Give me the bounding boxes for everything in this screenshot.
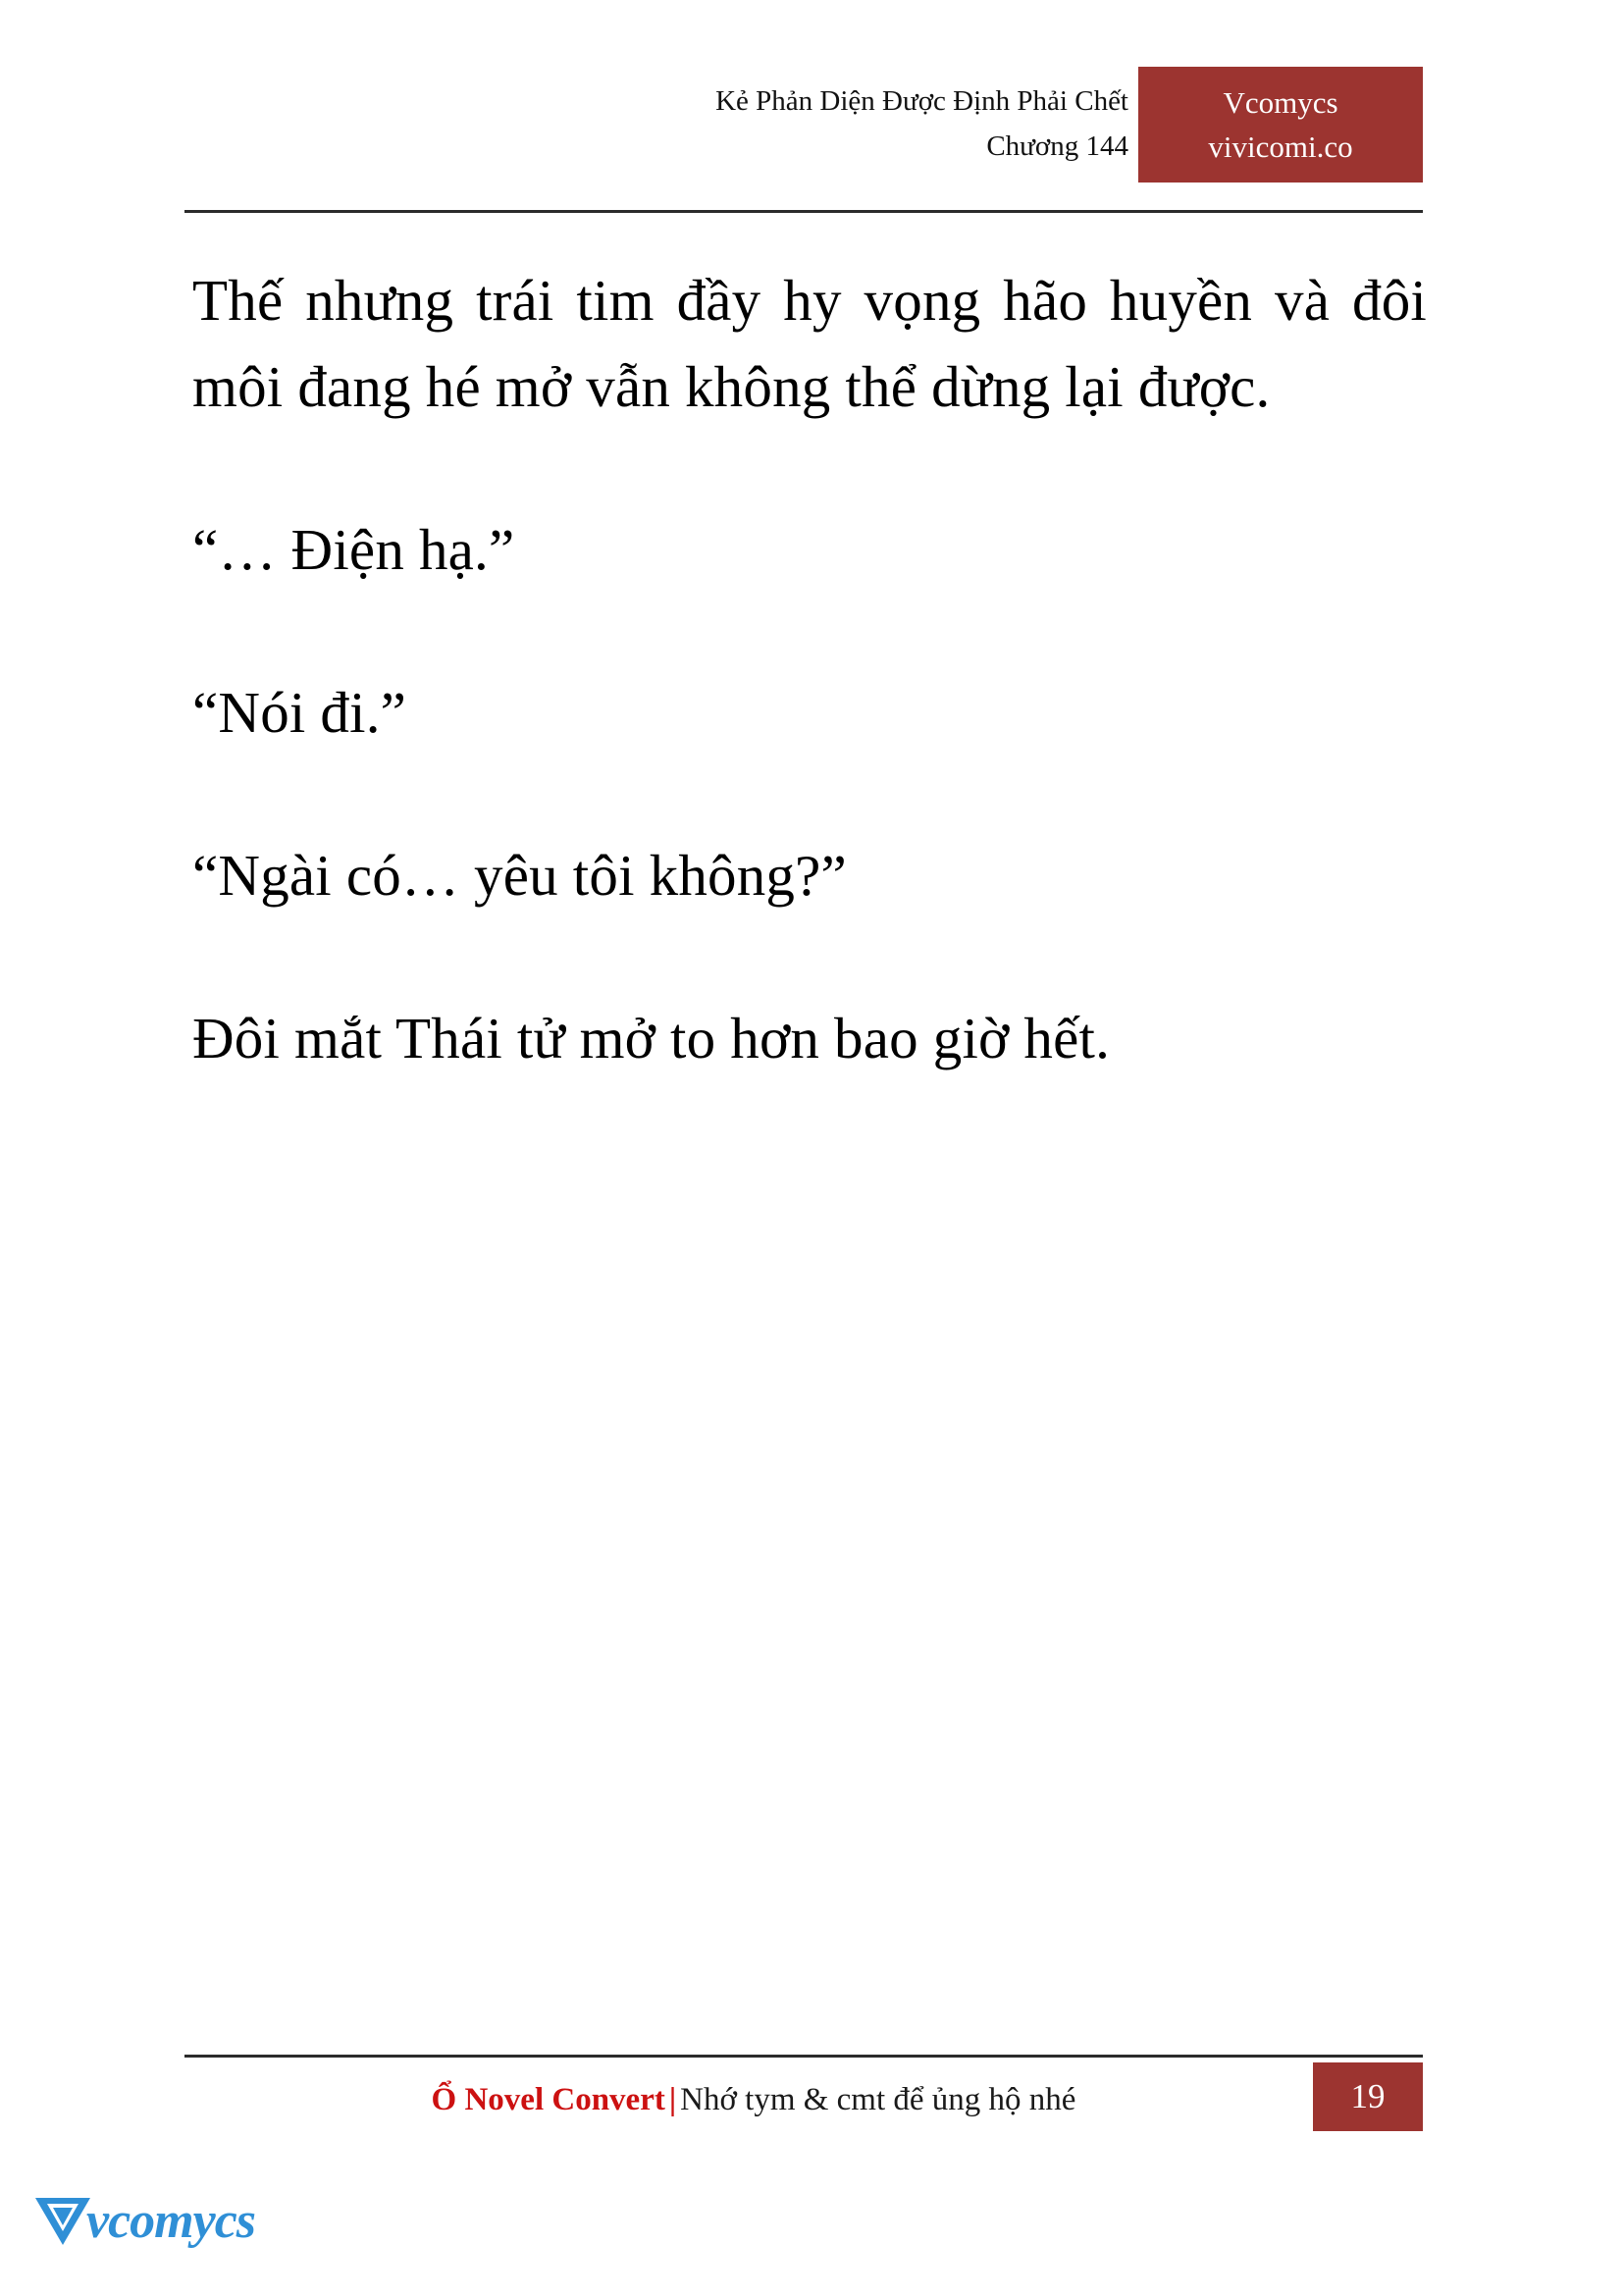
- paragraph: “Nói đi.”: [192, 680, 407, 745]
- footer-divider: [184, 2055, 1423, 2058]
- chapter-label: Chương 144: [986, 130, 1128, 162]
- page-content: [192, 257, 1427, 1158]
- site-badge-url: vivicomi.co: [1208, 130, 1353, 164]
- header-divider: [184, 210, 1423, 213]
- site-badge: [1138, 67, 1423, 183]
- footer-note: Nhớ tym & cmt để ủng hộ nhé: [680, 2082, 1076, 2117]
- paragraph: Đôi mắt Thái tử mở to hơn bao giờ hết.: [192, 1006, 1111, 1070]
- page-number: 19: [1313, 2062, 1423, 2131]
- book-title: Kẻ Phản Diện Được Định Phải Chết: [715, 85, 1128, 117]
- footer-credit: [184, 2076, 1323, 2123]
- vcomycs-mark-icon: [33, 2194, 92, 2249]
- footer-separator: |: [668, 2082, 677, 2117]
- header-title-block: [245, 78, 1128, 169]
- paragraph: Thế nhưng trái tim đầy hy vọng hão huyền và đôi môi đang hé mở vẫn không thể dừng lại được.: [192, 268, 1427, 419]
- paragraph: “Ngài có… yêu tôi không?”: [192, 843, 847, 908]
- page-footer: [184, 2070, 1423, 2131]
- page-header: [184, 78, 1423, 211]
- site-badge-name: Vcomycs: [1223, 85, 1338, 120]
- watermark-text: vcomycs: [86, 2193, 256, 2249]
- paragraph: “… Điện hạ.”: [192, 517, 515, 582]
- footer-brand: Ổ Novel Convert: [431, 2082, 665, 2117]
- watermark-logo: [33, 2186, 259, 2270]
